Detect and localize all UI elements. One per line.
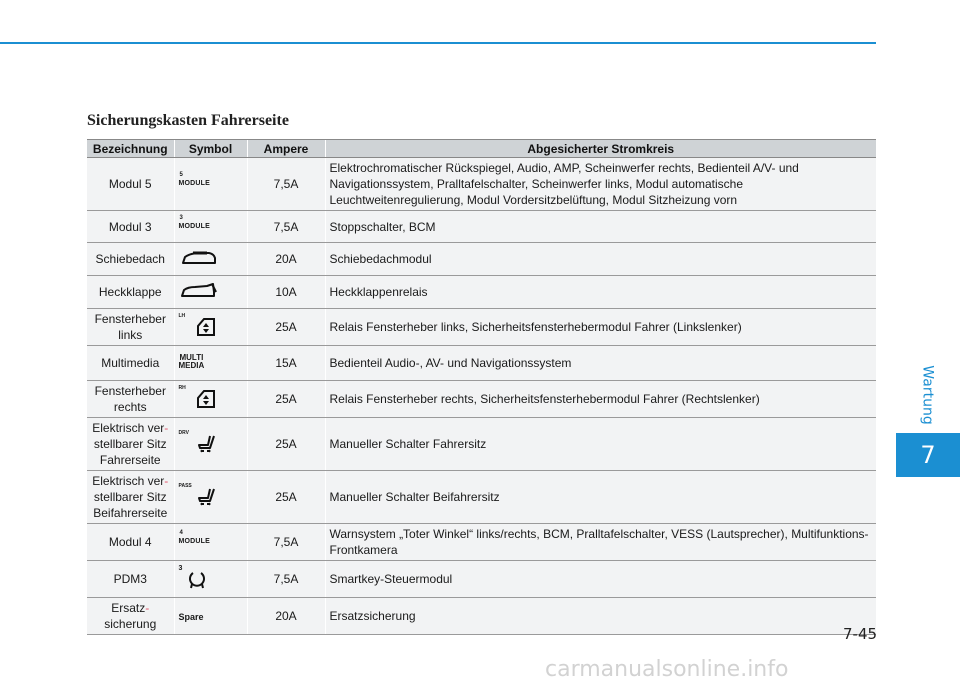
table-row: [87, 598, 876, 635]
spare-icon: Spare: [178, 612, 204, 622]
row-ampere: 25A: [247, 471, 325, 524]
table-row: [87, 243, 876, 276]
row-ampere: 7,5A: [247, 561, 325, 598]
row-name: PDM3: [87, 561, 174, 598]
table-row: [87, 346, 876, 381]
row-ampere: 7,5A: [247, 524, 325, 561]
row-circuit: Manueller Schalter Fahrersitz: [325, 418, 876, 471]
row-circuit: Warnsystem „Toter Winkel“ links/rechts, BCM, Pralltafelschalter, VESS (Lautsprecher), Multifunktions-Frontkamera: [325, 524, 876, 561]
row-name: Fensterheber links: [87, 309, 174, 346]
table-row: [87, 471, 876, 524]
row-circuit: Ersatzsicherung: [325, 598, 876, 635]
watermark: carmanualsonline.info: [545, 657, 789, 682]
module-3-icon: 3 MODULE: [178, 214, 211, 230]
row-ampere: 25A: [247, 418, 325, 471]
row-circuit: Schiebedachmodul: [325, 243, 876, 276]
fuse-table: [87, 139, 876, 635]
table-header: [87, 140, 876, 158]
table-row: [87, 381, 876, 418]
table-row: [87, 158, 876, 211]
table-row: [87, 524, 876, 561]
driver-seat-icon: DRV: [179, 430, 217, 454]
row-ampere: 10A: [247, 276, 325, 309]
power-window-left-icon: LH: [179, 313, 217, 337]
row-circuit: Relais Fensterheber rechts, Sicherheitsfensterhebermodul Fahrer (Rechtslenker): [325, 381, 876, 418]
row-name: Ersatz- sicherung: [87, 598, 174, 635]
pdm3-icon: 3: [179, 565, 207, 589]
row-circuit: Smartkey-Steuermodul: [325, 561, 876, 598]
table-row: [87, 309, 876, 346]
row-name: Modul 5: [87, 158, 174, 211]
row-ampere: 25A: [247, 381, 325, 418]
row-name: Modul 3: [87, 211, 174, 243]
row-circuit: Bedienteil Audio-, AV- und Navigationssystem: [325, 346, 876, 381]
sunroof-icon: [179, 248, 219, 266]
row-circuit: Stoppschalter, BCM: [325, 211, 876, 243]
row-name: Heckklappe: [87, 276, 174, 309]
row-ampere: 15A: [247, 346, 325, 381]
row-name: Elektrisch ver- stellbarer Sitz Beifahrerseite: [87, 471, 174, 524]
chapter-tab: 7: [896, 433, 960, 477]
section-title: Sicherungskasten Fahrerseite: [87, 112, 289, 129]
table-row: [87, 211, 876, 243]
module-4-icon: 4 MODULE: [178, 530, 211, 545]
row-circuit: Heckklappenrelais: [325, 276, 876, 309]
table-row: [87, 561, 876, 598]
row-ampere: 20A: [247, 598, 325, 635]
module-5-icon: 5 MODULE: [178, 172, 211, 187]
tailgate-icon: [179, 281, 219, 299]
row-ampere: 7,5A: [247, 158, 325, 211]
header-ampere: Ampere: [247, 140, 325, 158]
row-circuit: Elektrochromatischer Rückspiegel, Audio, AMP, Scheinwerfer rechts, Bedienteil A/V- und Navigationssystem, Pralltafelschalter, Scheinwerfer links, Modul automatische Leuchtweitenregulierung, Modul Vordersitzbelüftung, Modul Sitzheizung vorn: [325, 158, 876, 211]
row-circuit: Manueller Schalter Beifahrersitz: [325, 471, 876, 524]
table-row: [87, 276, 876, 309]
row-circuit: Relais Fensterheber links, Sicherheitsfensterhebermodul Fahrer (Linkslenker): [325, 309, 876, 346]
row-ampere: 7,5A: [247, 211, 325, 243]
row-name: Multimedia: [87, 346, 174, 381]
header-symbol: Symbol: [174, 140, 247, 158]
row-name: Fensterheber rechts: [87, 381, 174, 418]
page-number: 7-45: [843, 625, 878, 643]
header-bezeichnung: Bezeichnung: [87, 140, 174, 158]
row-name: Elektrisch ver- stellbarer Sitz Fahrerseite: [87, 418, 174, 471]
row-ampere: 20A: [247, 243, 325, 276]
top-rule: [0, 42, 876, 44]
row-ampere: 25A: [247, 309, 325, 346]
passenger-seat-icon: PASS: [179, 483, 217, 507]
header-stromkreis: Abgesicherter Stromkreis: [325, 140, 876, 158]
row-name: Modul 4: [87, 524, 174, 561]
multimedia-icon: MULTI MEDIA: [178, 353, 205, 370]
row-name: Schiebedach: [87, 243, 174, 276]
chapter-label: Wartung: [920, 365, 936, 425]
power-window-right-icon: RH: [179, 385, 217, 409]
table-row: [87, 418, 876, 471]
